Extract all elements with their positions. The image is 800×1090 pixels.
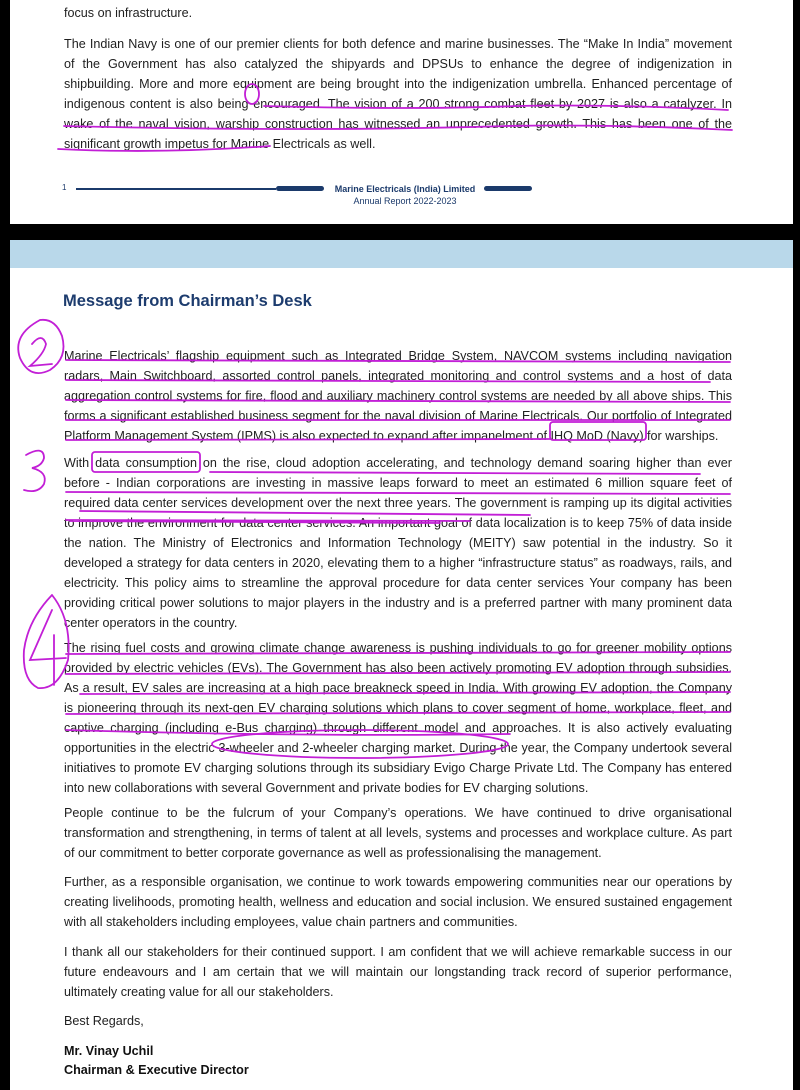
closing-line: Best Regards, (64, 1014, 144, 1028)
footer-rule-left (76, 188, 276, 190)
annotation-number-3 (24, 451, 45, 491)
annotation-circle-2 (18, 320, 63, 373)
paragraph-flagship: Marine Electricals’ flagship equipment such as Integrated Bridge System, NAVCOM systems including navigation radars, Main Switchboard, assorted control panels, integrated monitoring and control systems and a host of data aggregation control systems for fire, flood and auxiliary machinery control systems are needed by all above ships. This forms a significant established business segment for the naval division of Marine Electricals. Our portfolio of Integrated Platform Management System (IPMS) is also expected to expand after impanelment of IHQ MoD (Navy) for warships. (64, 349, 732, 443)
paragraph-people: People continue to be the fulcrum of your Company’s operations. We have continued to drive organisational transformation and strengthening, in terms of talent at all levels, systems and processes and workplace culture. As part of our commitment to better corporate governance as well as professionalising the management. (64, 806, 732, 860)
paragraph-community: Further, as a responsible organisation, we continue to work towards empowering communities near our operations by creating livelihoods, promoting health, wellness and education and social inclusion. We ensured sustained engagement with all stakeholders including employees, value chain partners and communities. (64, 875, 732, 929)
paragraph-thanks: I thank all our stakeholders for their continued support. I am confident that we will achieve remarkable success in our future endeavours and I am certain that we will maintain our longstanding track record of superior performance, ultimately creating value for all our stakeholders. (64, 945, 732, 999)
paragraph-ev: The rising fuel costs and growing climate change awareness is pushing individuals to go for greener mobility options provided by electric vehicles (EVs). The Government has also been actively promoting EV adoption through subsidies. As a result, EV sales are increasing at a high pace breakneck speed in India. With growing EV adoption, the Company is pioneering through its next-gen EV charging solutions which plans to cover segment of home, workplace, fleet, and captive charging (including e-Bus charging) through different model and approaches. It is also actively evaluating opportunities in the electric 3-wheeler and 2-wheeler charging market. During the year, the Company undertook several initiatives to promote EV charging solutions through its subsidiary Evigo Charge Private Ltd. The Company has entered into new collaborations with several Government and private bodies for EV charging solutions. (64, 641, 732, 795)
footer-report: Annual Report 2022-2023 (353, 196, 457, 206)
paragraph-navy: The Indian Navy is one of our premier clients for both defence and marine businesses. The “Make In India” movement of the Government has also catalyzed the shipyards and DPSUs to enhance the degree of indigenization in shipbuilding. More and more equipment are being brought into the indigenization umbrella. Enhanced percentage of indigenous content is also being encouraged. The vision of a 200 strong combat fleet by 2027 is also a catalyzer. In wake of the naval vision, warship construction has witnessed an unprecedented growth. This has been one of the significant growth impetus for Marine Electricals as well. (64, 37, 732, 151)
document-page-1 (10, 0, 793, 224)
footer-company: Marine Electricals (India) Limited (334, 184, 476, 194)
annotation-number-2 (30, 338, 52, 366)
header-band (10, 240, 793, 268)
annotation-circle-4 (24, 595, 69, 688)
paragraph-datacenter: With data consumption on the rise, cloud adoption accelerating, and technology demand soaring higher than ever before - Indian corporations are investing in massive leaps forward to meet an estimated 6 million square feet of required data center services development over the next three years. The government is ramping up its digital activities to improve the environment for data center services. An important goal of data localization is to keep 75% of data inside the nation. The Ministry of Electronics and Information Technology (MEITY) saw potential in the industry. So it developed a strategy for data centers in 2020, elevating them to a higher “infrastructure status” as roadways, rails, and electricity. This policy aims to streamline the approval procedure for data center services Your company has been providing critical power solutions to major players in the industry and is a preferred partner with many prominent data center operators in the country. (64, 456, 732, 630)
paragraph-fragment: focus on infrastructure. (64, 6, 193, 20)
signatory-name: Mr. Vinay Uchil (64, 1044, 154, 1058)
page-number: 1 (62, 183, 67, 192)
annotation-number-4 (30, 610, 66, 685)
signatory-title: Chairman & Executive Director (64, 1063, 249, 1077)
page-title: Message from Chairman’s Desk (63, 292, 312, 310)
document-page-2 (10, 240, 793, 1090)
